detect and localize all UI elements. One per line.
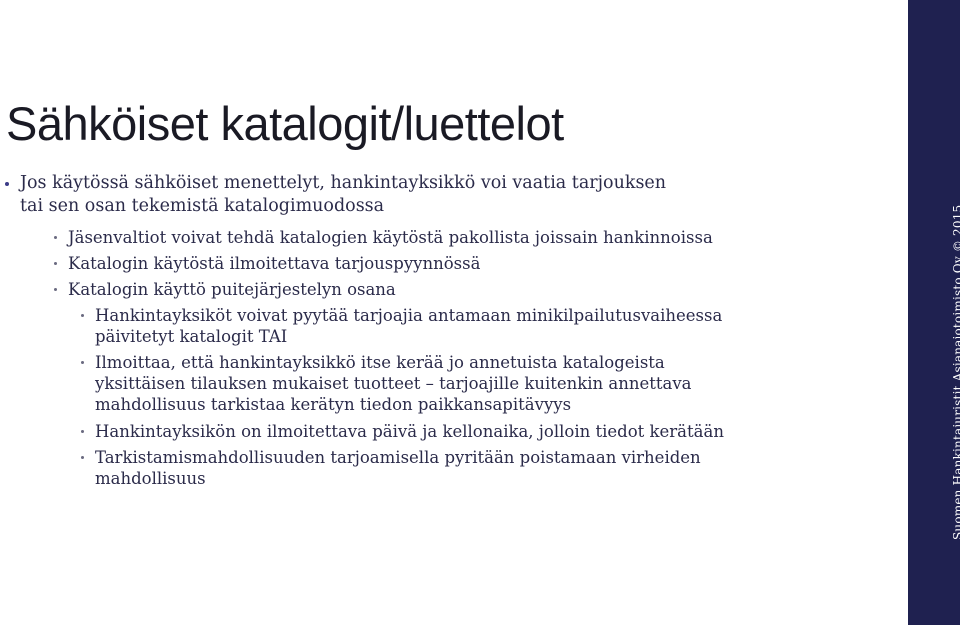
bullet-dot-icon [54, 236, 57, 239]
bullet-line: Jäsenvaltiot voivat tehdä katalogien käytöstä pakollista joissain hankinnoissa [68, 228, 713, 247]
bullet-line: mahdollisuus tarkistaa kerätyn tiedon paikkansapitävyys [95, 395, 572, 414]
bullet-line: Hankintayksiköt voivat pyytää tarjoajia antamaan minikilpailutusvaiheessa [95, 306, 723, 325]
bullet-line: Katalogin käytöstä ilmoitettava tarjouspyynnössä [68, 254, 481, 273]
bullet-level2 [68, 253, 480, 274]
bullet-line: Katalogin käyttö puitejärjestelyn osana [68, 280, 396, 299]
slide-title: Sähköiset katalogit/luettelot [6, 97, 564, 150]
bullet-line: Tarkistamismahdollisuuden tarjoamisella pyritään poistamaan virheiden [95, 448, 701, 467]
bullet-line: Jos käytössä sähköiset menettelyt, hankintayksikkö voi vaatia tarjouksen [20, 173, 667, 193]
bullet-line: päivitetyt katalogit TAI [95, 327, 288, 346]
bullet-level3 [95, 447, 701, 489]
bullet-dot-icon [81, 430, 84, 433]
bullet-dot-icon [81, 361, 84, 364]
bullet-level3 [95, 352, 692, 415]
bullet-dot-icon [54, 262, 57, 265]
bullet-line: Hankintayksikön on ilmoitettava päivä ja kellonaika, jolloin tiedot kerätään [95, 422, 724, 441]
bullet-level1 [20, 172, 666, 218]
bullet-level2 [68, 227, 713, 248]
bullet-line: mahdollisuus [95, 469, 206, 488]
bullet-dot-icon [81, 456, 84, 459]
bullet-dot-icon [54, 288, 57, 291]
bullet-line: Ilmoittaa, että hankintayksikkö itse kerää jo annetuista katalogeista [95, 353, 665, 372]
bullet-line: tai sen osan tekemistä katalogimuodossa [20, 196, 385, 216]
bullet-level3 [95, 421, 724, 442]
bullet-level2 [68, 279, 396, 300]
bullet-level3 [95, 305, 722, 347]
bullet-dot-icon [81, 314, 84, 317]
bullet-line: yksittäisen tilauksen mukaiset tuotteet – tarjoajille kuitenkin annettava [95, 374, 692, 393]
bullet-dot-icon [5, 182, 9, 186]
copyright-footer: Suomen Hankintajuristit Asianajotoimisto Oy © 2015 [951, 204, 965, 540]
